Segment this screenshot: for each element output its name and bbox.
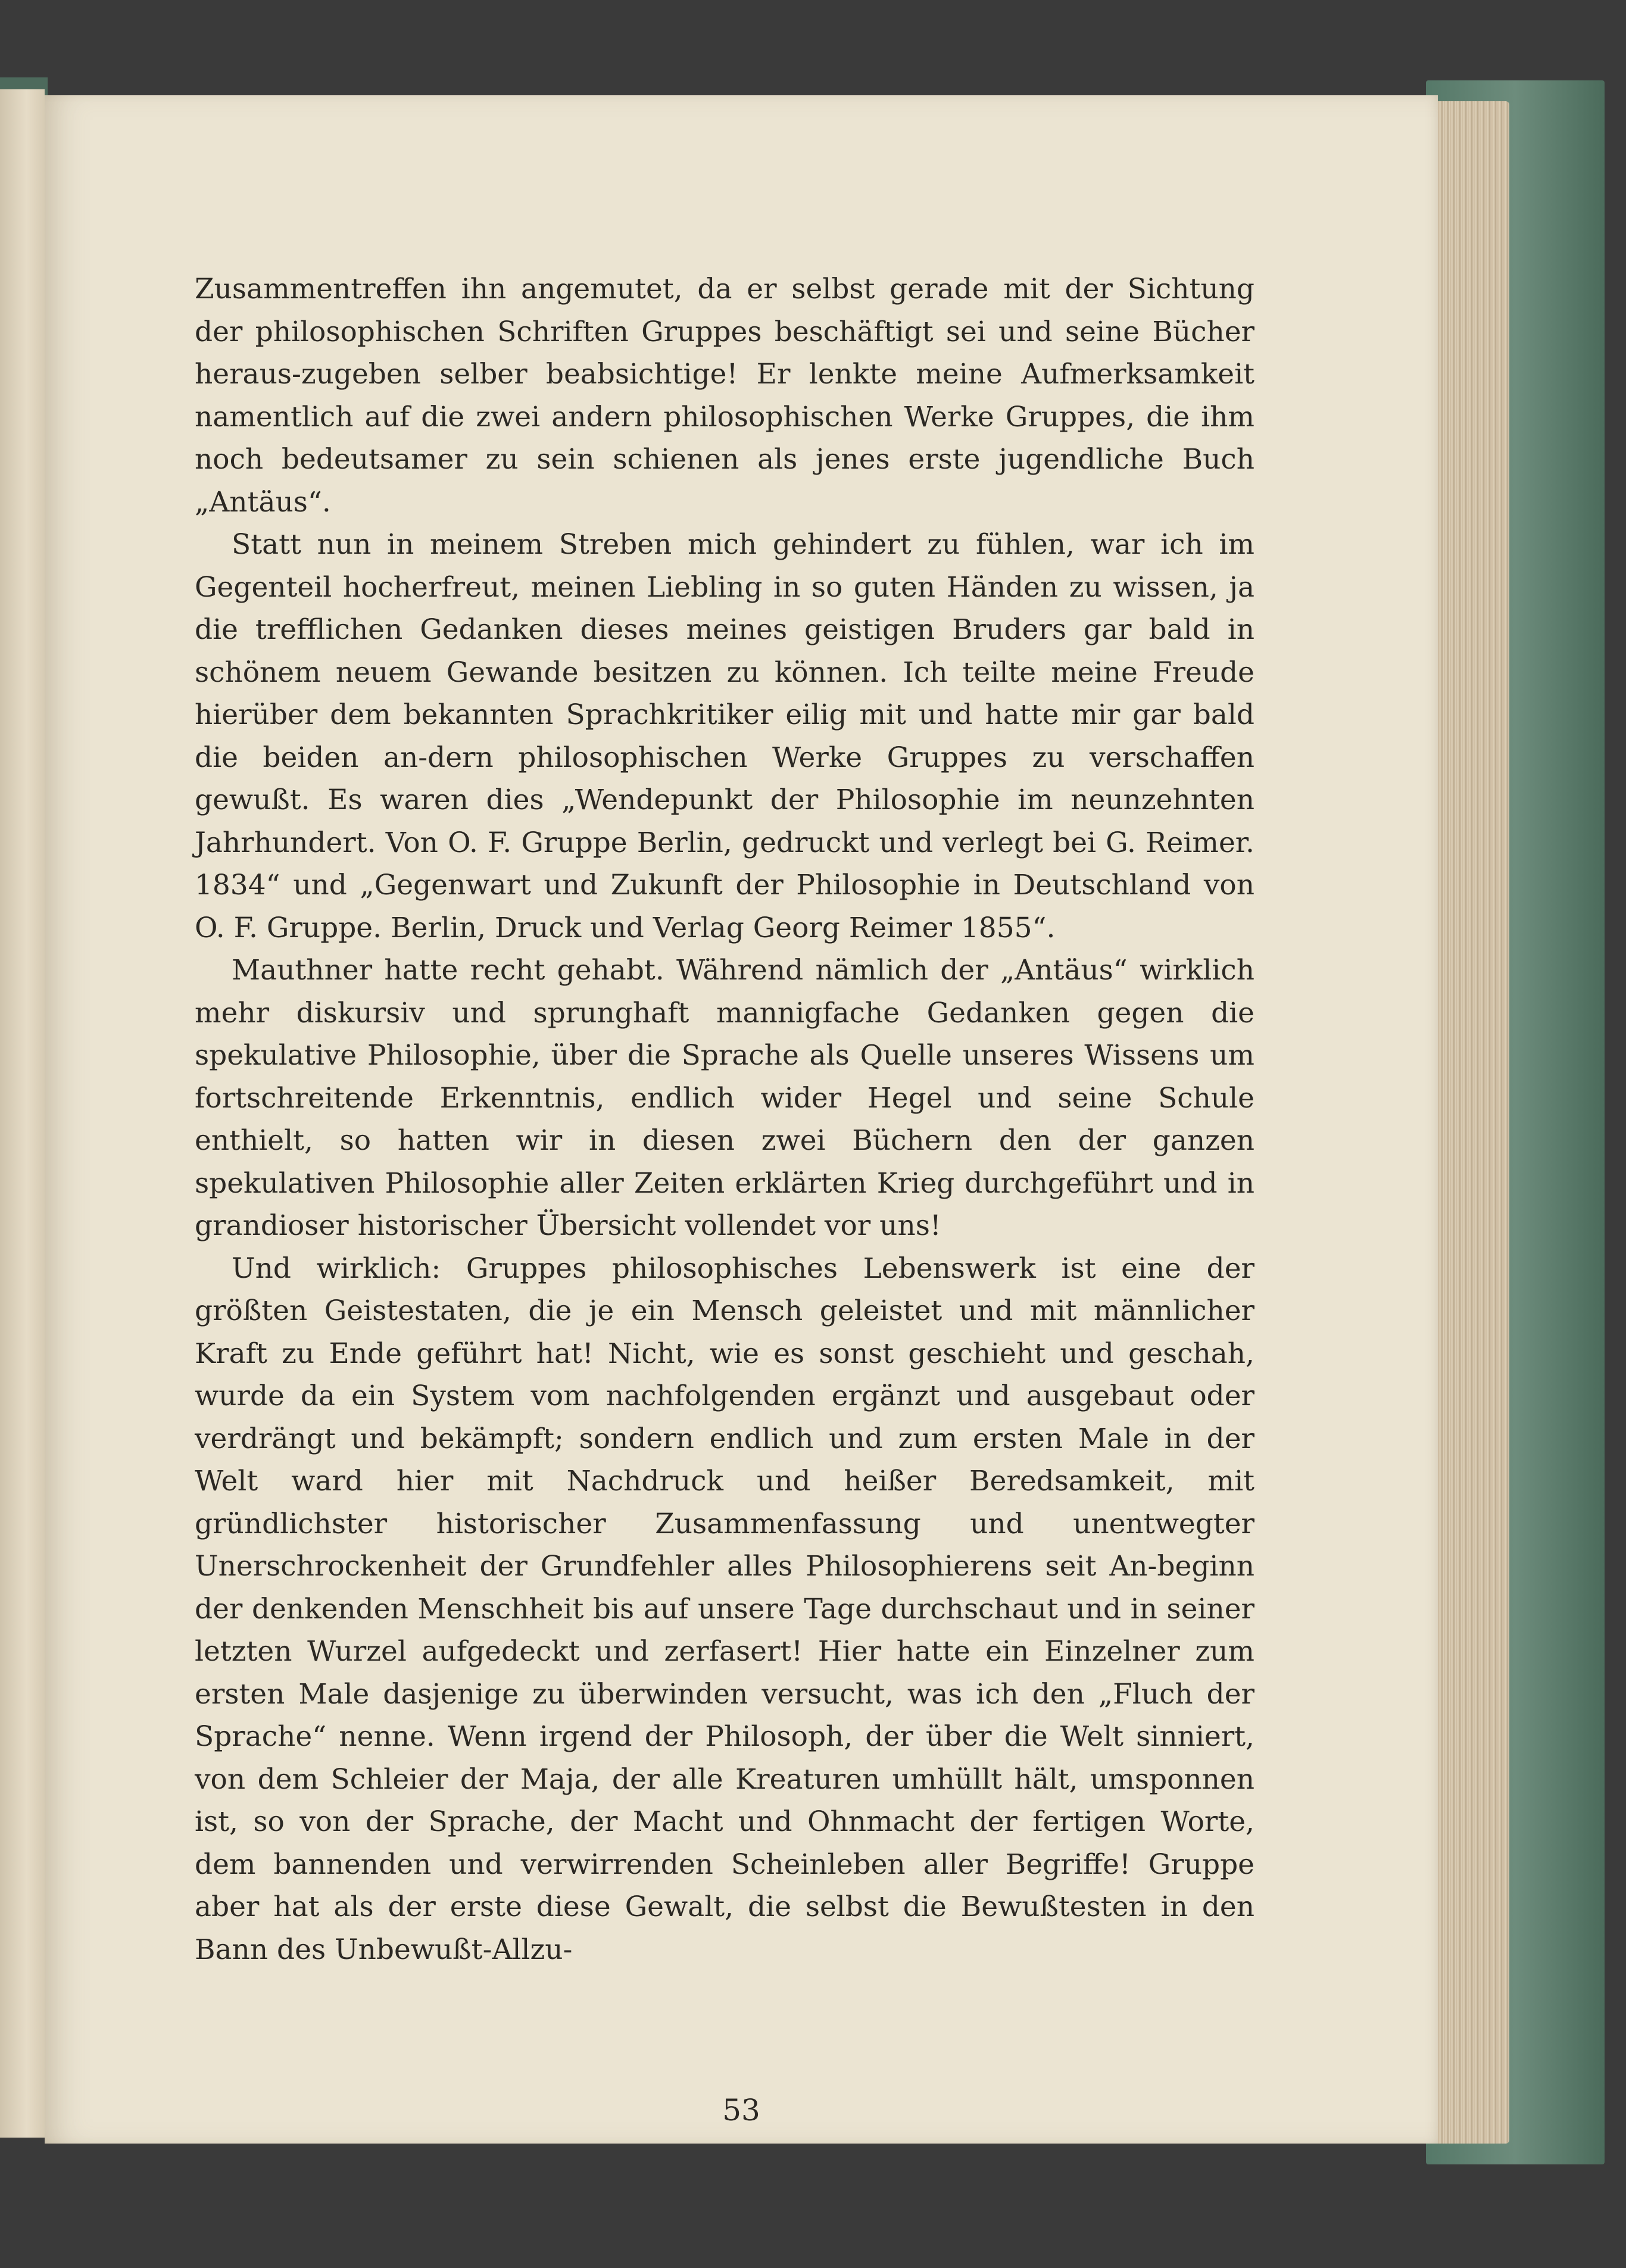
paragraph-2: Statt nun in meinem Streben mich gehindert zu fühlen, war ich im Gegenteil hocherfreut, meinen Liebling in so guten Händen zu wissen, ja die trefflichen Gedanken dieses meines geistigen Bruders gar bald in schönem neuem Gewande besitzen zu können. Ich teilte meine Freude hierüber dem bekannten Sprachkritiker eilig mit und hatte mir gar bald die beiden an-dern philosophischen Werke Gruppes zu verschaffen gewußt. Es waren dies „Wendepunkt der Philosophie im neunzehnten Jahrhundert. Von O. F. Gruppe Berlin, gedruckt und verlegt bei G. Reimer. 1834“ und „Gegenwart und Zukunft der Philosophie in Deutschland von O. F. Gruppe. Berlin, Druck und Verlag Georg Reimer 1855“. — [195, 528, 1254, 944]
left-page-fragment — [0, 89, 45, 2138]
page-edges — [1432, 101, 1509, 2144]
book-page — [45, 95, 1438, 2144]
paragraph-1: Zusammentreffen ihn angemutet, da er selbst gerade mit der Sichtung der philosophischen Schriften Gruppes beschäftigt sei und seine Bücher heraus-zugeben selber beabsichtige! Er lenkte meine Aufmerksamkeit namentlich auf die zwei andern philosophischen Werke Gruppes, die ihm noch bedeutsamer zu sein schienen als jenes erste jugendliche Buch „Antäus“. — [195, 273, 1254, 519]
page-number: 53 — [722, 2093, 760, 2127]
body-text — [195, 268, 1254, 1971]
paragraph-4: Und wirklich: Gruppes philosophisches Lebenswerk ist eine der größten Geistestaten, die je ein Mensch geleistet und mit männlicher Kraft zu Ende geführt hat! Nicht, wie es sonst geschieht und geschah, wurde da ein System vom nachfolgenden ergänzt und ausgebaut oder verdrängt und bekämpft; sondern endlich und zum ersten Male in der Welt ward hier mit Nachdruck und heißer Beredsamkeit, mit gründlichster historischer Zusammenfassung und unentwegter Unerschrockenheit der Grundfehler alles Philosophierens seit An-beginn der denkenden Menschheit bis auf unsere Tage durchschaut und in seiner letzten Wurzel aufgedeckt und zerfasert! Hier hatte ein Einzelner zum ersten Male dasjenige zu überwinden versucht, was ich den „Fluch der Sprache“ nenne. Wenn irgend der Philosoph, der über die Welt sinniert, von dem Schleier der Maja, der alle Kreaturen umhüllt hält, umsponnen ist, so von der Sprache, der Macht und Ohnmacht der fertigen Worte, dem bannenden und verwirrenden Scheinleben aller Begriffe! Gruppe aber hat als der erste diese Gewalt, die selbst die Bewußtesten in den Bann des Unbewußt-Allzu- — [195, 1252, 1254, 1966]
paragraph-3: Mauthner hatte recht gehabt. Während nämlich der „Antäus“ wirklich mehr diskursiv und sprunghaft mannigfache Gedanken gegen die spekulative Philosophie, über die Sprache als Quelle unseres Wissens um fortschreitende Erkenntnis, endlich wider Hegel und seine Schule enthielt, so hatten wir in diesen zwei Büchern den der ganzen spekulativen Philosophie aller Zeiten erklärten Krieg durchgeführt und in grandioser historischer Übersicht vollendet vor uns! — [195, 954, 1254, 1242]
